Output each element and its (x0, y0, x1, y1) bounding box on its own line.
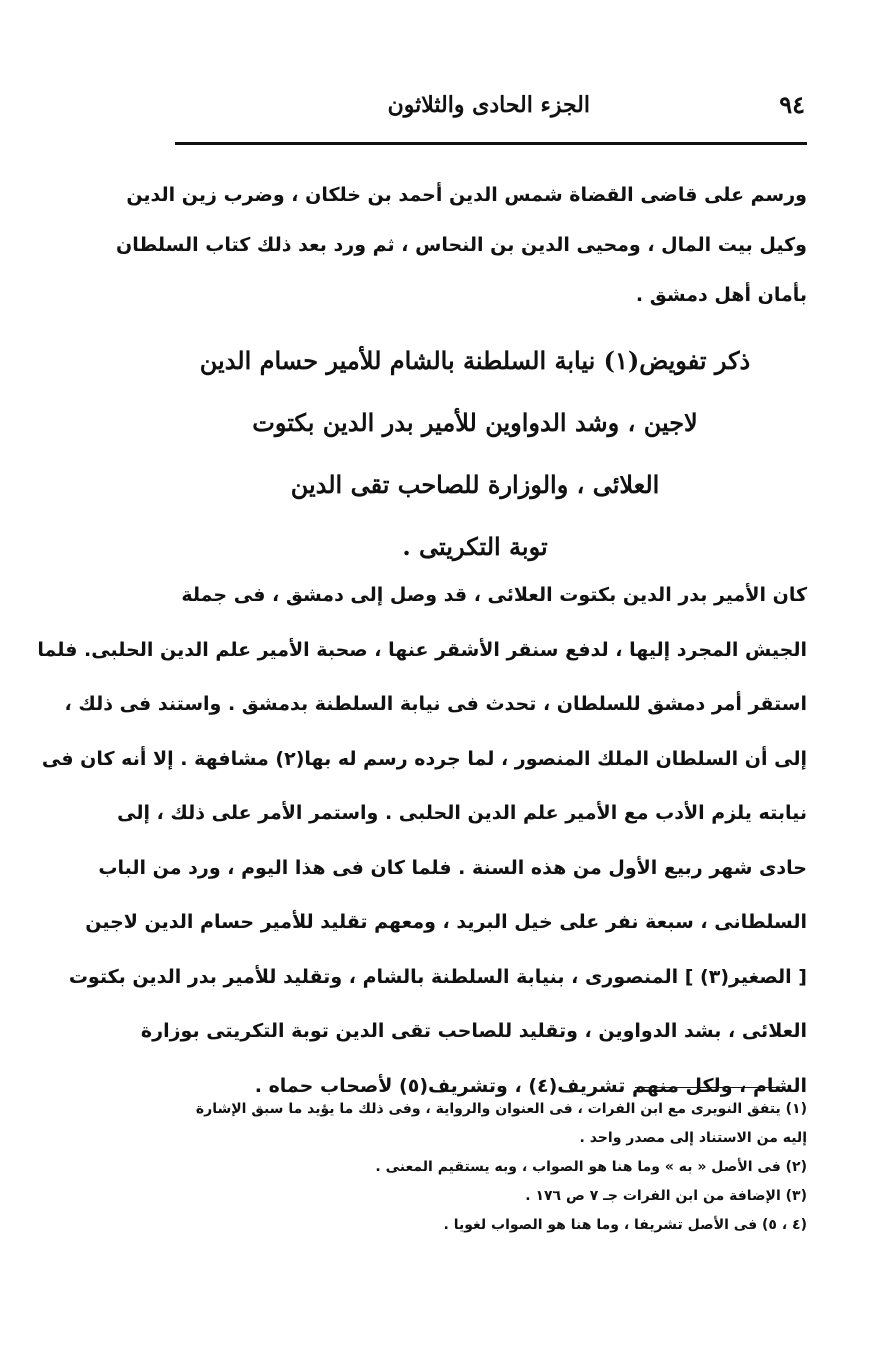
section-heading (175, 330, 775, 578)
text-line: بأمان أهل دمشق . (635, 284, 807, 306)
footnotes (157, 1095, 807, 1240)
footnote: (٤ ، ٥) فى الأصل تشريفا ، وما هنا هو الصواب لغويا . (443, 1217, 807, 1233)
text-line: العلائى ، بشد الدواوين ، وتقليد للصاحب تقى الدين توبة التكريتى بوزارة (140, 1020, 807, 1042)
heading-line: العلائى ، والوزارة للصاحب تقى الدين (290, 470, 660, 499)
footnote: (٢) فى الأصل « به » وما هنا هو الصواب ، وبه يستقيم المعنى . (375, 1159, 807, 1175)
heading-line: توبة التكريتى . (402, 532, 548, 561)
intro-paragraph (116, 170, 807, 320)
text-line: ورسم على قاضى القضاة شمس الدين أحمد بن خلكان ، وضرب زين الدين (126, 184, 807, 206)
text-line: الشام ، ولكل منهم تشريف(٤) ، وتشريف(٥) لأصحاب حماه . (254, 1074, 807, 1097)
footnote-continuation: إليه من الاستناد إلى مصدر واحد . (579, 1130, 807, 1146)
text-line: حادى شهر ربيع الأول من هذه السنة . فلما كان فى هذا اليوم ، ورد من الباب (98, 856, 807, 879)
running-title: الجزء الحادى والثلاثون (387, 92, 590, 118)
text-line: [ الصغير(٣) ] المنصورى ، بنيابة السلطنة بالشام ، وتقليد للأمير بدر الدين بكتوت (68, 965, 807, 988)
header-divider (175, 142, 807, 145)
footnote: (١) يتفق النويرى مع ابن الفرات ، فى العنوان والرواية ، وفى ذلك ما يؤيد ما سبق الإشارة (195, 1101, 807, 1117)
text-line: استقر أمر دمشق للسلطان ، تحدث فى نيابة السلطنة بدمشق . واستند فى ذلك ، (64, 693, 807, 715)
text-line: نيابته يلزم الأدب مع الأمير علم الدين الحلبى . واستمر الأمر على ذلك ، إلى (117, 802, 807, 824)
text-line: كان الأمير بدر الدين بكتوت العلائى ، قد وصل إلى دمشق ، فى جملة (181, 584, 807, 606)
main-paragraph (37, 568, 807, 1113)
text-line: وكيل بيت المال ، ومحيى الدين بن النحاس ، ثم ورد بعد ذلك كتاب السلطان (116, 234, 807, 256)
page-number: ٩٤ (779, 90, 805, 119)
heading-line: لاجين ، وشد الدواوين للأمير بدر الدين بكتوت (252, 408, 698, 437)
footnote: (٣) الإضافة من ابن الفرات جـ ٧ ص ١٧٦ . (525, 1188, 807, 1204)
text-line: إلى أن السلطان الملك المنصور ، لما جرده رسم له بها(٢) مشافهة . إلا أنه كان فى (41, 747, 807, 770)
text-line: الجيش المجرد إليها ، لدفع سنقر الأشقر عنها ، صحبة الأمير علم الدين الحلبى. فلما (37, 638, 807, 661)
text-line: السلطانى ، سبعة نفر على خيل البريد ، ومعهم تقليد للأمير حسام الدين لاجين (85, 911, 807, 933)
footnote-divider (635, 1087, 785, 1088)
heading-line: ذكر تفويض(١) نيابة السلطنة بالشام للأمير حسام الدين (199, 346, 751, 375)
page-header (175, 88, 805, 138)
